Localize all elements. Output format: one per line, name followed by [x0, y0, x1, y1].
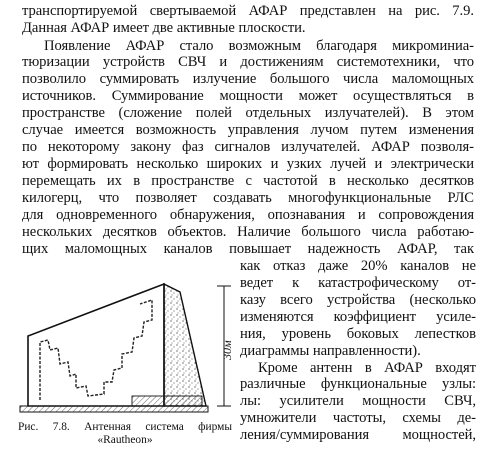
- text-line: диаграммы направленности).: [240, 343, 421, 359]
- text-line: источников. Суммирование мощности может осуществляться в: [22, 88, 474, 104]
- figure-caption: [18, 421, 232, 447]
- text-line: щих маломощных каналов повышает надежность АФАР, так: [22, 241, 474, 257]
- base-block: [132, 396, 202, 406]
- text-line: случае имеется возможность управления лучом путем изменения: [22, 122, 474, 138]
- side-wall: [164, 284, 206, 406]
- text-line: Данная АФАР имеет две активные плоскости.: [22, 20, 306, 36]
- text-line: изменяются коэффициент усиле-: [240, 309, 476, 325]
- text-line: ния, уровень боковых лепестков: [240, 326, 476, 342]
- text-line: различные функциональные узлы:: [240, 376, 476, 392]
- text-line: ют формировать несколько широких и узких лучей и электрически: [22, 156, 474, 172]
- text-line: по некоторому закону фаз сигналов излучателей. АФАР позволя-: [22, 139, 474, 155]
- text-line: транспортируемой свертываемой АФАР представлен на рис. 7.9.: [22, 3, 474, 19]
- text-line: килогерц, что позволяет создавать многофункциональные РЛС: [22, 190, 474, 206]
- base-platform: [20, 406, 208, 412]
- text-line: для одновременного обнаружения, опознавания и сопровождения: [22, 207, 474, 223]
- text-line: ведет к катастрофическому от-: [240, 275, 476, 291]
- text-line: казу всего устройства (несколько: [240, 292, 476, 308]
- antenna-face: [28, 284, 164, 406]
- text-line: пространстве (сложение полей отдельных излучателей). В этом: [22, 105, 474, 121]
- text-line: умножители частоты, схемы де-: [240, 410, 476, 426]
- caption-line: «Rautheon»: [97, 434, 153, 446]
- text-line: перемещать их в пространстве с частотой в несколько десятков: [22, 173, 474, 189]
- text-line: позволило суммировать излучение большого числа маломощных: [22, 71, 474, 87]
- text-line: Кроме антенн в АФАР входят: [258, 360, 476, 376]
- antenna-figure: [14, 278, 236, 420]
- text-line: лы: усилители мощности СВЧ,: [240, 393, 476, 409]
- text-line: тюризации устройств СВЧ и достижениям системотехники, что: [22, 54, 474, 70]
- caption-line: Рис. 7.8. Антенная система фирмы: [18, 421, 232, 433]
- text-line: Появление АФАР стало возможным благодаря микроминиа-: [44, 38, 474, 54]
- dimension-label: 30м: [220, 340, 234, 360]
- text-line: ления/суммирования мощностей,: [240, 427, 476, 443]
- text-line: нескольких десятков объектов. Наличие большого числа работаю-: [22, 224, 474, 240]
- text-line: как отказ даже 20% каналов не: [240, 258, 476, 274]
